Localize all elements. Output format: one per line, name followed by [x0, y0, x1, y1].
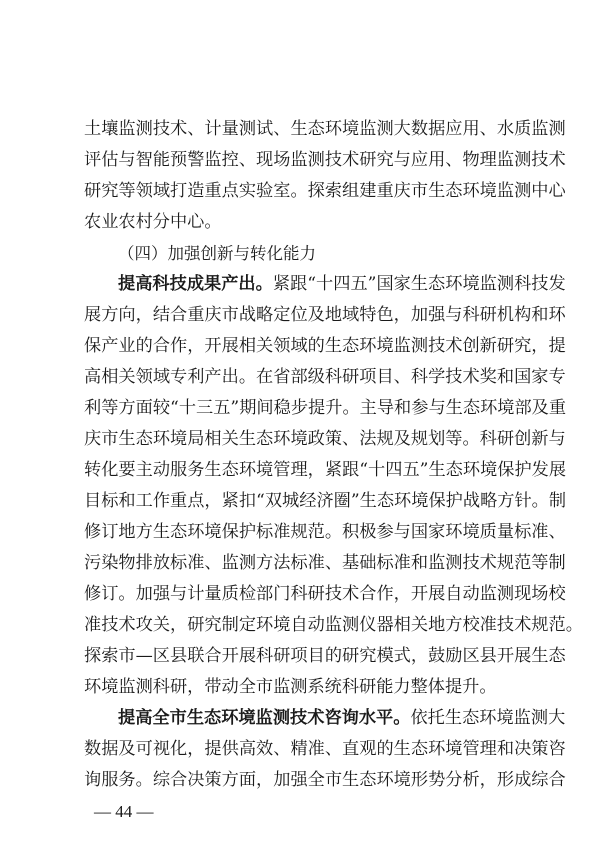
- text-line: 修 订 。 加 强 与 计 量 质 检 部 门 科 研 技 术 合 作 ， 开 展 自 动 监 测 现 场 校: [84, 584, 566, 604]
- text-line: 提 高 全 市 生 态 环 境 监 测 技 术 咨 询 水 平 。 依 托 生 态 环 境 监 测 大: [118, 708, 566, 728]
- text-line: 数 据 及 可 视 化 ， 提 供 高 效 、 精 准 、 直 观 的 生 态 环 境 管 理 和 决 策 咨: [84, 739, 566, 759]
- text-line: 评 估 与 智 能 预 警 监 控 、 现 场 监 测 技 术 研 究 与 应 用 、 物 理 监 测 技 术: [84, 150, 566, 170]
- text-line: [84, 672, 538, 703]
- text-line: 研 究 等 领 域 打 造 重 点 实 验 室 。 探 索 组 建 重 庆 市 生 态 环 境 监 测 中 心: [84, 181, 566, 201]
- text-line: [84, 207, 538, 238]
- text-line: 高 相 关 领 域 专 利 产 出 。 在 省 部 级 科 研 项 目 、 科 学 技 术 奖 和 国 家 专: [84, 367, 566, 387]
- page-number: — 44 —: [94, 802, 154, 821]
- body-text: [84, 114, 583, 796]
- line-text: 环境监测科研，带动全市监测系统科研能力整体提升。: [84, 677, 497, 697]
- text-line: 修 订 地 方 生 态 环 境 保 护 标 准 规 范 。 积 极 参 与 国 家 环 境 质 量 标 准 、: [84, 522, 566, 542]
- text-line: 保 产 业 的 合 作 ， 开 展 相 关 领 域 的 生 态 环 境 监 测 技 术 创 新 研 究 ， 提: [84, 336, 566, 356]
- section-heading: [84, 238, 538, 269]
- text-line: 土 壤 监 测 技 术 、 计 量 测 试 、 生 态 环 境 监 测 大 数 据 应 用 、 水 质 监 测: [84, 119, 566, 139]
- text-line: 污 染 物 排 放 标 准 、 监 测 方 法 标 准 、 基 础 标 准 和 监 测 技 术 规 范 等 制: [84, 553, 566, 573]
- text-line: 转 化 要 主 动 服 务 生 态 环 境 管 理 ， 紧 跟 “ 十 四 五 ” 生 态 环 境 保 护 发 展: [84, 460, 567, 480]
- text-line: 展 方 向 ， 结 合 重 庆 市 战 略 定 位 及 地 域 特 色 ， 加 强 与 科 研 机 构 和 环: [84, 305, 566, 325]
- text-line: 利 等 方 面 较 “ 十 三 五 ” 期 间 稳 步 提 升 。 主 导 和 参 与 生 态 环 境 部 及 重: [84, 398, 567, 418]
- line-text: （四）加强创新与转化能力: [118, 244, 316, 263]
- text-line: 询 服 务 。 综 合 决 策 方 面 ， 加 强 全 市 生 态 环 境 形 势 分 析 ， 形 成 综 合: [84, 770, 566, 790]
- text-line: 准 技 术 攻 关 ， 研 究 制 定 环 境 自 动 监 测 仪 器 相 关 地 方 校 准 技 术 规 范 。: [84, 615, 583, 635]
- text-line: 目 标 和 工 作 重 点 ， 紧 扣 “ 双 城 经 济 圈 ” 生 态 环 境 保 护 战 略 方 针 。 制: [84, 491, 567, 511]
- line-text: 农业农村分中心。: [84, 212, 222, 232]
- text-line: 庆 市 生 态 环 境 局 相 关 生 态 环 境 政 策 、 法 规 及 规 划 等 。 科 研 创 新 与: [84, 429, 566, 449]
- text-line: 提 高 科 技 成 果 产 出 。 紧 跟 “ 十 四 五 ” 国 家 生 态 环 境 监 测 科 技 发: [118, 274, 566, 294]
- text-line: 探 索 市 — 区 县 联 合 开 展 科 研 项 目 的 研 究 模 式 ， 鼓 励 区 县 开 展 生 态: [84, 646, 566, 666]
